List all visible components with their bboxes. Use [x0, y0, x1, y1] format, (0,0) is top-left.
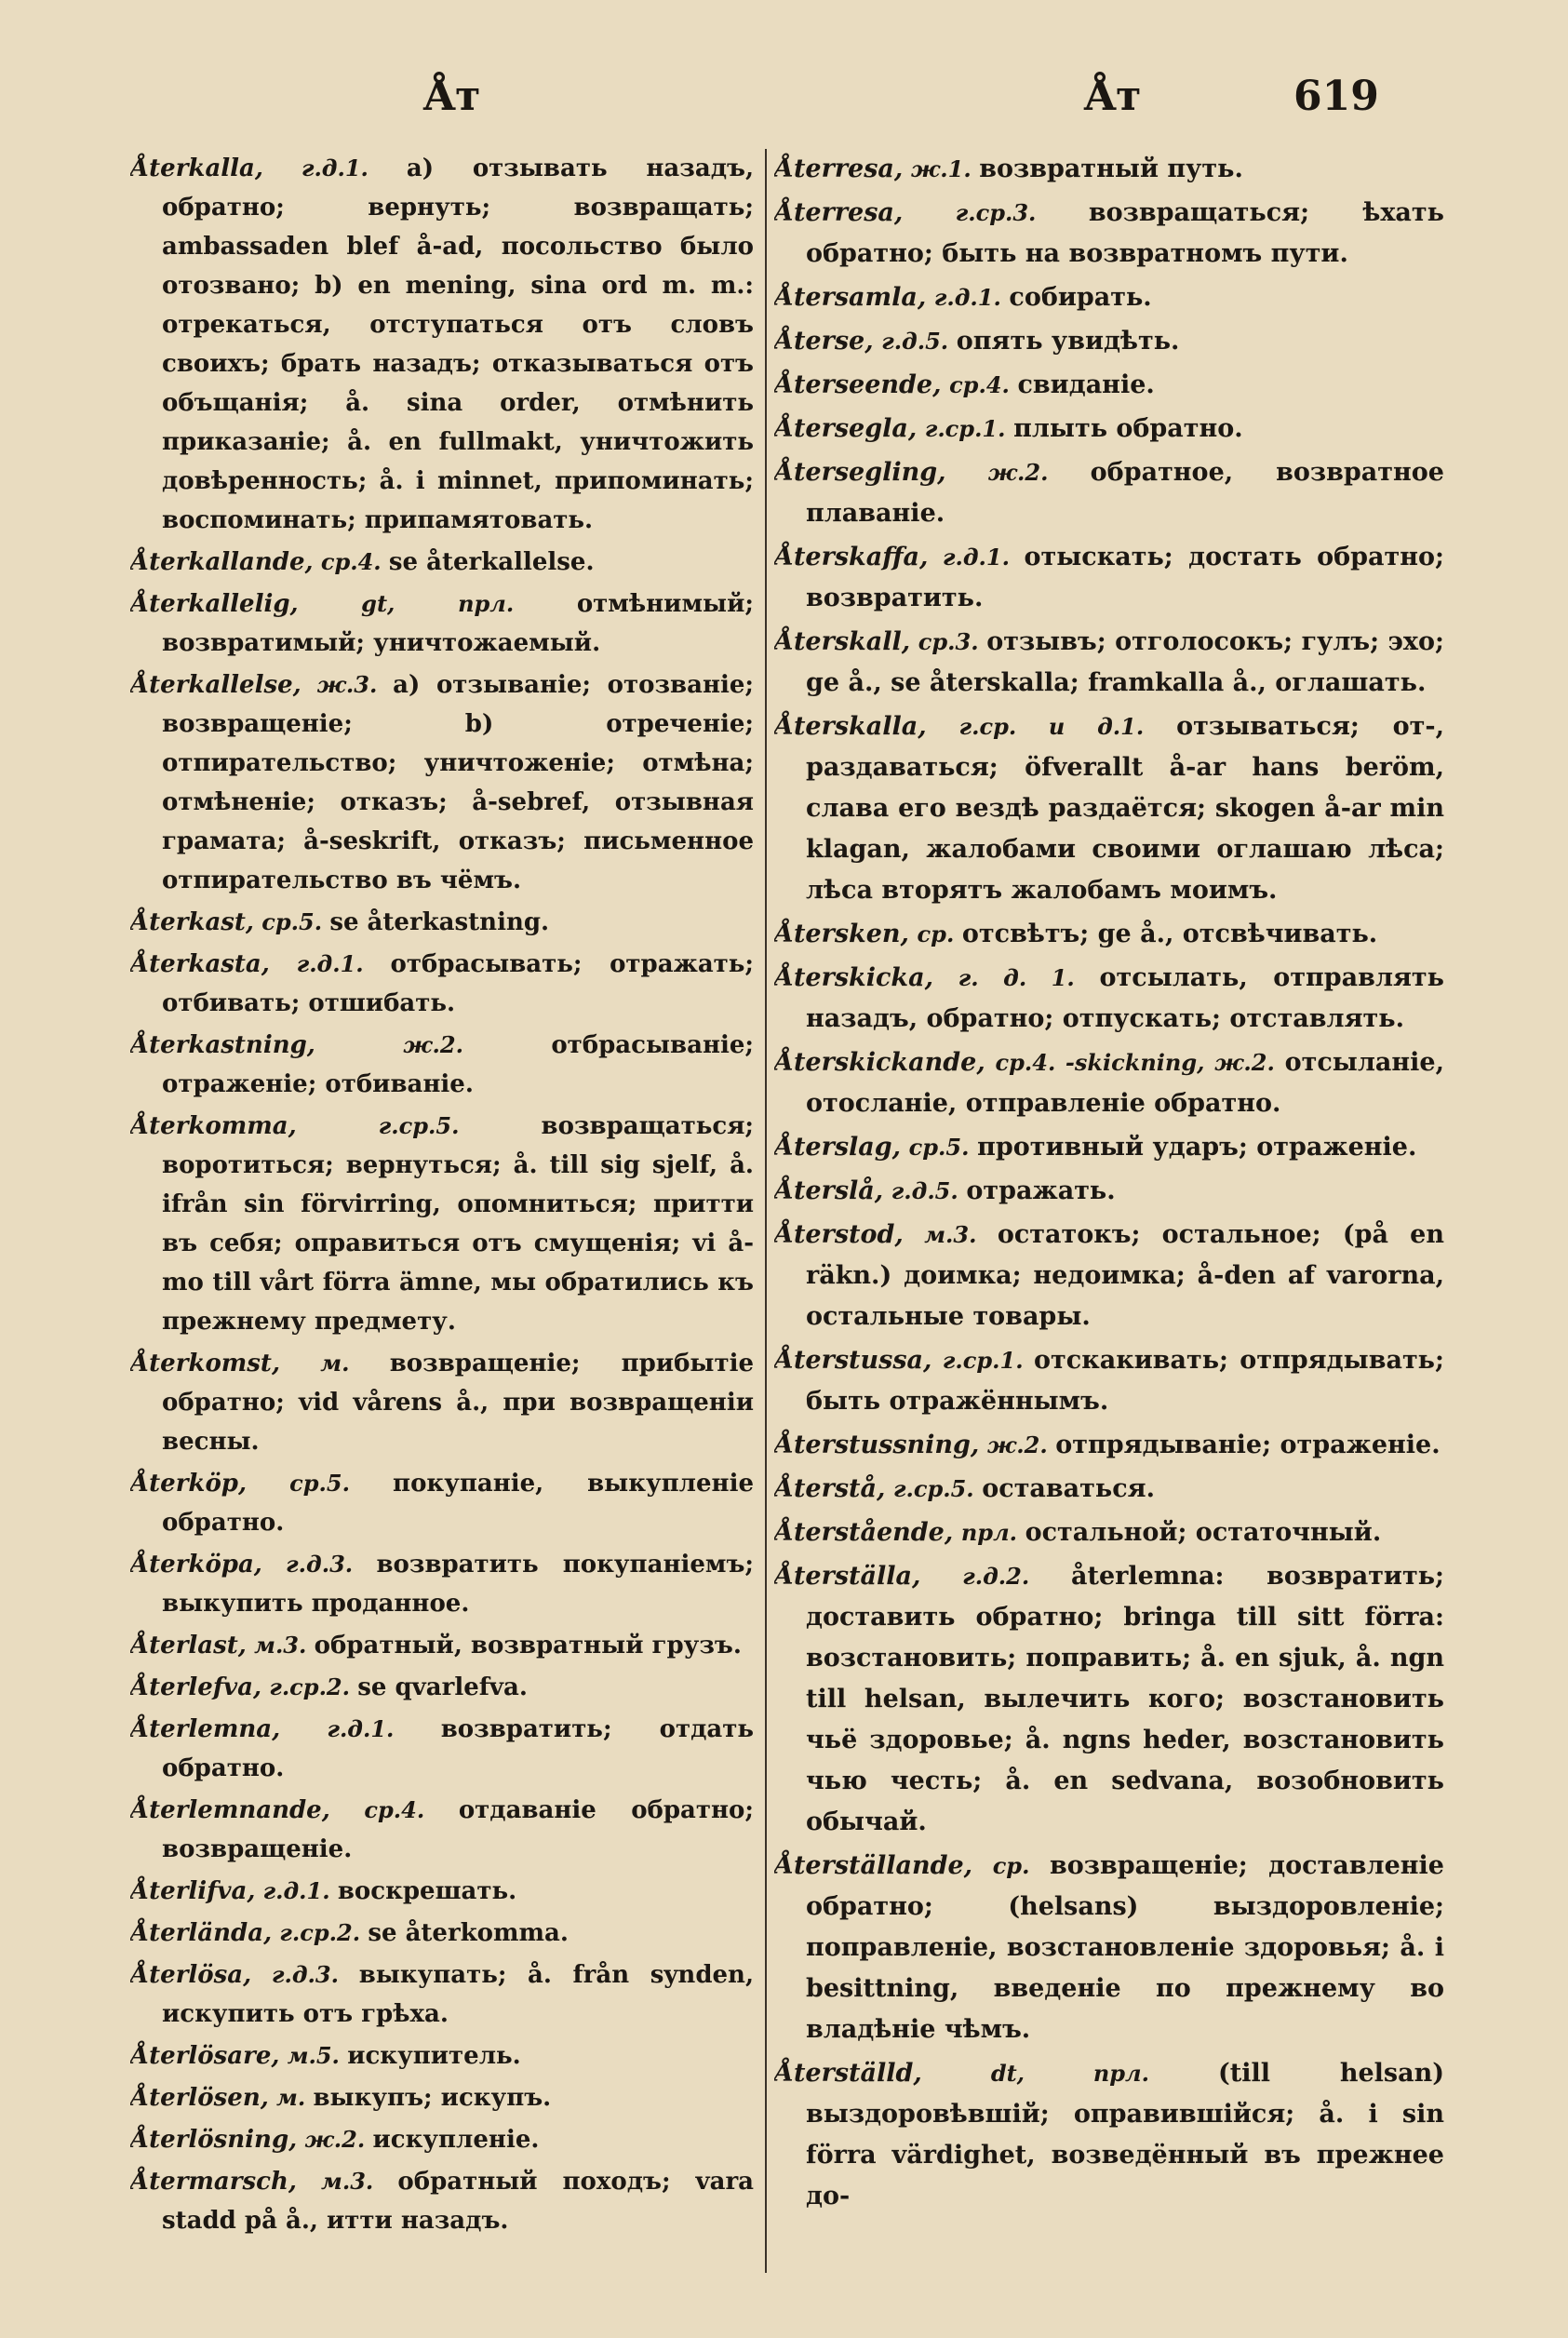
dictionary-entry: [130, 903, 754, 942]
entry-definition: выкупать; å. från synden, искупить отъ грѣха.: [162, 1961, 755, 2028]
entry-definition: se återkomma.: [368, 1919, 569, 1947]
dictionary-entry: [774, 452, 1444, 534]
entry-grammar: м.3.: [321, 2168, 374, 2195]
entry-grammar: м.3.: [924, 1221, 977, 1248]
dictionary-entry: [774, 409, 1444, 450]
entry-grammar: ср.3.: [918, 628, 979, 655]
entry-headword: Återstå,: [774, 1474, 886, 1503]
entry-grammar: м.3.: [254, 1632, 307, 1659]
entry-headword: Återlemna,: [130, 1715, 281, 1743]
dictionary-entry: [130, 1107, 754, 1341]
entry-grammar: ср.: [992, 1852, 1030, 1879]
entry-headword: Återstod,: [774, 1220, 904, 1249]
entry-grammar: dt, прл.: [990, 2060, 1149, 2087]
entry-headword: Återlösning,: [130, 2126, 298, 2154]
entry-definition: выкупъ; искупъ.: [313, 2084, 552, 2112]
entry-headword: Återskaffa,: [774, 543, 929, 571]
dictionary-entry: [774, 1556, 1444, 1843]
entry-definition: återlemna: возвратить; доставить обратно; bringa till sitt förra: возстановить; поправить; å. en sjuk, å. ngn till helsan, вылечить кого; возстановить чьё здоровье; å. ngns heder, возстановить чью честь; å. en sedvana, возобновить обычай.: [806, 1562, 1444, 1836]
entry-grammar: ж.2.: [987, 459, 1049, 486]
entry-headword: Återkomst,: [130, 1350, 280, 1377]
entry-grammar: г.ср.1.: [924, 415, 1006, 442]
dictionary-entry: [774, 1340, 1444, 1422]
entry-headword: Återköp,: [130, 1470, 248, 1498]
entry-definition: возвратить; отдать обратно.: [162, 1715, 755, 1782]
page-number: 619: [1293, 73, 1379, 120]
entry-grammar: ж.2.: [304, 2126, 366, 2153]
entry-headword: Återslag,: [774, 1133, 902, 1162]
dictionary-entry: [130, 1791, 754, 1869]
entry-headword: Återlast,: [130, 1632, 247, 1659]
dictionary-entry: [130, 2120, 754, 2159]
dictionary-entry: [774, 706, 1444, 911]
entry-headword: Återresa,: [774, 155, 904, 183]
dictionary-entry: [130, 149, 754, 540]
entry-definition: se återkallelse.: [388, 548, 595, 576]
entry-definition: a) отзываніе; отозваніе; возвращеніе; b) отреченіе; отпирательство; уничтоженіе; отмѣна; отмѣненіе; отказъ; å-sebref, отзывная грамата; å-seskrift, отказъ; письменное отпирательство въ чёмъ.: [162, 671, 755, 894]
entry-definition: оставаться.: [982, 1474, 1156, 1503]
entry-headword: Återsegling,: [774, 458, 946, 487]
entry-definition: отбрасываніе; отраженіе; отбиваніе.: [162, 1031, 755, 1098]
dictionary-entry: [130, 584, 754, 663]
entry-headword: Återkallande,: [130, 548, 314, 576]
entry-headword: Återkallelse,: [130, 671, 302, 699]
entry-definition: искупитель.: [347, 2042, 521, 2070]
entry-grammar: ср.5.: [261, 908, 323, 935]
entry-definition: отзываться; от-, раздаваться; öfverallt å-ar hans beröm, слава его вездѣ раздаётся; skogen å-ar min klagan, жалобами своими оглашаю лѣса; лѣса вторятъ жалобамъ моимъ.: [806, 712, 1444, 905]
entry-headword: Återskalla,: [774, 712, 927, 741]
dictionary-entry: [774, 537, 1444, 619]
entry-headword: Återstussning,: [774, 1431, 980, 1459]
dictionary-entry: [774, 958, 1444, 1040]
entry-grammar: ср.4.: [949, 371, 1010, 398]
entry-headword: Återkallelig,: [130, 590, 299, 618]
entry-definition: обратное, возвратное плаваніе.: [806, 458, 1444, 528]
entry-grammar: г.д.1.: [327, 1715, 395, 1742]
entry-grammar: г.ср.5.: [892, 1475, 974, 1502]
entry-grammar: г. д. 1.: [958, 964, 1075, 991]
entry-definition: возвращаться; ѣхать обратно; быть на возвратномъ пути.: [806, 198, 1444, 268]
entry-definition: отдаваніе обратно; возвращеніе.: [162, 1796, 754, 1863]
entry-definition: (till helsan) выздоровѣвшій; оправившійся; å. i sin förra värdighet, возведённый въ прежнее до-: [806, 2059, 1444, 2210]
dictionary-entry: [130, 2036, 754, 2076]
entry-grammar: г.ср. и д.1.: [958, 713, 1145, 740]
entry-headword: Återlösen,: [130, 2084, 269, 2112]
entry-headword: Återlösa,: [130, 1961, 252, 1989]
entry-definition: отыскать; достать обратно; возвратить.: [806, 543, 1444, 612]
dictionary-entry: [774, 1846, 1444, 2050]
entry-headword: Återsamla,: [774, 283, 927, 312]
dictionary-entry: [774, 1127, 1444, 1168]
entry-definition: отзывъ; отголосокъ; гулъ; эхо; ge å., se återskalla; framkalla å., оглашать.: [806, 627, 1444, 697]
entry-grammar: м.: [320, 1350, 350, 1377]
entry-grammar: ср.4.: [320, 548, 382, 575]
entry-grammar: м.: [276, 2084, 306, 2111]
entry-grammar: г.д.3.: [271, 1961, 339, 1988]
entry-definition: отсылать, отправлять назадъ, обратно; отпускать; отставлять.: [806, 963, 1444, 1033]
dictionary-entry: [130, 1545, 754, 1623]
dictionary-entry: [130, 1464, 754, 1542]
left-running-head: Åт: [423, 73, 481, 120]
entry-grammar: ср.: [917, 920, 955, 947]
right-column: [774, 149, 1444, 2273]
entry-headword: Återskall,: [774, 627, 911, 656]
entry-definition: возвратить покупаніемъ; выкупить проданное.: [162, 1551, 755, 1618]
dictionary-entry: [130, 2078, 754, 2117]
entry-definition: обратный, возвратный грузъ.: [314, 1632, 742, 1659]
entry-headword: Återställande,: [774, 1851, 973, 1880]
entry-headword: Återlefva,: [130, 1673, 262, 1701]
entry-definition: a) отзывать назадъ, обратно; вернуть; возвращать; ambassaden blef å-ad, посольство было отозвано; b) en mening, sina ord m. m.: отрекаться, отступаться отъ словъ своихъ; брать назадъ; отказываться отъ объщанія; å. sina order, отмѣнить приказаніе; å. en fullmakt, уничтожить довѣренность; å. i minnet, припоминать; воспоминать; припамятовать.: [162, 155, 755, 534]
entry-headword: Återlifva,: [130, 1877, 256, 1905]
dictionary-entry: [774, 2053, 1444, 2217]
entry-grammar: г.д.1.: [933, 284, 1001, 311]
entry-grammar: г.ср.1.: [942, 1347, 1024, 1374]
entry-grammar: м.5.: [287, 2042, 340, 2069]
entry-definition: остальной; остаточный.: [1025, 1518, 1382, 1547]
entry-definition: se återkastning.: [329, 908, 550, 936]
entry-grammar: ср.4. -skickning, ж.2.: [995, 1049, 1275, 1076]
entry-definition: опять увидѣть.: [956, 327, 1180, 356]
entry-grammar: прл.: [960, 1519, 1018, 1546]
entry-grammar: г.д.1.: [296, 950, 364, 977]
dictionary-entry: [774, 321, 1444, 362]
entry-grammar: г.д.1.: [262, 1877, 330, 1904]
entry-definition: воскрешать.: [337, 1877, 517, 1905]
dictionary-entry: [774, 277, 1444, 318]
entry-grammar: ж.1.: [910, 155, 972, 182]
dictionary-entry: [130, 2162, 754, 2240]
entry-grammar: г.ср.3.: [955, 199, 1037, 226]
dictionary-entry: [130, 1344, 754, 1461]
entry-grammar: г.д.3.: [286, 1551, 354, 1578]
entry-definition: обратный походъ; vara stadd på å., итти назадъ.: [162, 2168, 754, 2235]
dictionary-entry: [130, 665, 754, 900]
entry-grammar: ср.5.: [289, 1470, 350, 1497]
entry-grammar: г.д.1.: [943, 544, 1010, 571]
entry-headword: Återsegla,: [774, 414, 918, 443]
dictionary-entry: [130, 543, 754, 582]
entry-headword: Återlända,: [130, 1919, 273, 1947]
entry-headword: Återstående,: [774, 1518, 954, 1547]
entry-headword: Återköpa,: [130, 1551, 262, 1579]
left-column: [130, 149, 767, 2273]
entry-definition: отскакивать; отпрядывать; быть отражённымъ.: [806, 1346, 1444, 1416]
entry-grammar: ж.2.: [986, 1431, 1048, 1458]
entry-headword: Återkalla,: [130, 155, 263, 182]
entry-definition: остатокъ; остальное; (på en räkn.) доимка; недоимка; å-den af varorna, остальные товары.: [806, 1220, 1444, 1331]
entry-headword: Återseende,: [774, 370, 942, 399]
dictionary-entry: [130, 945, 754, 1023]
dictionary-entry: [774, 193, 1444, 275]
dictionary-entry: [130, 1026, 754, 1104]
entry-definition: отмѣнимый; возвратимый; уничтожаемый.: [162, 590, 754, 657]
entry-grammar: г.ср.2.: [279, 1919, 361, 1946]
entry-headword: Återställd,: [774, 2059, 922, 2088]
dictionary-entry: [130, 1872, 754, 1911]
right-running-head: Åт: [1084, 73, 1142, 120]
dictionary-entry: [774, 1425, 1444, 1466]
dictionary-entry: [130, 1626, 754, 1665]
entry-definition: отбрасывать; отражать; отбивать; отшибать.: [162, 950, 755, 1017]
entry-headword: Återskickande,: [774, 1048, 985, 1077]
dictionary-entry: [130, 1955, 754, 2034]
entry-grammar: ср.4.: [364, 1796, 425, 1823]
entry-headword: Återkasta,: [130, 950, 270, 978]
entry-definition: возвращаться; воротиться; вернуться; å. till sig sjelf, å. ifrån sin förvirring, опомниться; притти въ себя; оправиться отъ смущенія; vi å-mo till vårt förra ämne, мы обратились къ прежнему предмету.: [162, 1112, 754, 1336]
entry-definition: возвращеніе; доставленіе обратно; (helsans) выздоровленіе; поправленіе, возстановленіе здоровья; å. i besittning, введеніе по прежнему во владѣніе чѣмъ.: [806, 1851, 1444, 2044]
dictionary-entry: [774, 622, 1444, 704]
entry-definition: отражать.: [966, 1176, 1116, 1205]
entry-definition: плыть обратно.: [1013, 414, 1243, 443]
entry-grammar: ж.3.: [316, 671, 378, 698]
entry-definition: возвращеніе; прибытіе обратно; vid vårens å., при возвращеніи весны.: [162, 1350, 754, 1456]
entry-headword: Återresa,: [774, 198, 904, 227]
dictionary-entry: [130, 1914, 754, 1953]
entry-headword: Återkomma,: [130, 1112, 297, 1140]
dictionary-entry: [774, 365, 1444, 406]
page-header: [0, 73, 1568, 138]
entry-grammar: г.д.2.: [962, 1563, 1030, 1590]
dictionary-entry: [774, 1042, 1444, 1124]
entry-definition: свиданіе.: [1017, 370, 1155, 399]
entry-grammar: г.ср.2.: [269, 1673, 350, 1700]
entry-definition: отсвѣтъ; ge å., отсвѣчивать.: [961, 920, 1378, 948]
dictionary-entry: [130, 1710, 754, 1788]
entry-grammar: ж.2.: [403, 1031, 463, 1058]
dictionary-entry: [774, 149, 1444, 190]
dictionary-entry: [774, 1469, 1444, 1510]
entry-grammar: gt, прл.: [361, 590, 515, 617]
entry-headword: Återlemnande,: [130, 1796, 330, 1824]
entry-grammar: г.д.1.: [301, 155, 369, 181]
entry-definition: покупаніе, выкупленіе обратно.: [162, 1470, 755, 1537]
entry-grammar: г.д.5.: [881, 328, 949, 355]
entry-definition: отпрядываніе; отраженіе.: [1055, 1431, 1441, 1459]
dictionary-entry: [130, 1668, 754, 1707]
entry-headword: Återställa,: [774, 1562, 921, 1591]
entry-definition: противный ударъ; отраженіе.: [977, 1133, 1417, 1162]
entry-headword: Återsken,: [774, 920, 909, 948]
dictionary-entry: [774, 1215, 1444, 1337]
entry-definition: отсыланіе, отосланіе, отправленіе обратно.: [806, 1048, 1444, 1118]
dictionary-entry: [774, 1512, 1444, 1553]
entry-definition: искупленіе.: [372, 2126, 540, 2154]
entry-definition: собирать.: [1009, 283, 1152, 312]
entry-headword: Återmarsch,: [130, 2168, 297, 2196]
entry-headword: Återkastning,: [130, 1031, 315, 1059]
dictionary-entry: [774, 914, 1444, 955]
entry-grammar: ср.5.: [908, 1134, 970, 1161]
dictionary-entry: [774, 1171, 1444, 1212]
entry-grammar: г.ср.5.: [378, 1112, 460, 1139]
entry-headword: Återslå,: [774, 1176, 884, 1205]
entry-headword: Återskicka,: [774, 963, 934, 992]
entry-headword: Återse,: [774, 327, 874, 356]
entry-definition: se qvarlefva.: [357, 1673, 528, 1701]
entry-definition: возвратный путь.: [979, 155, 1243, 183]
entry-grammar: г.д.5.: [891, 1177, 958, 1204]
entry-headword: Återlösare,: [130, 2042, 280, 2070]
entry-headword: Återkast,: [130, 908, 254, 936]
entry-headword: Återstussa,: [774, 1346, 932, 1375]
